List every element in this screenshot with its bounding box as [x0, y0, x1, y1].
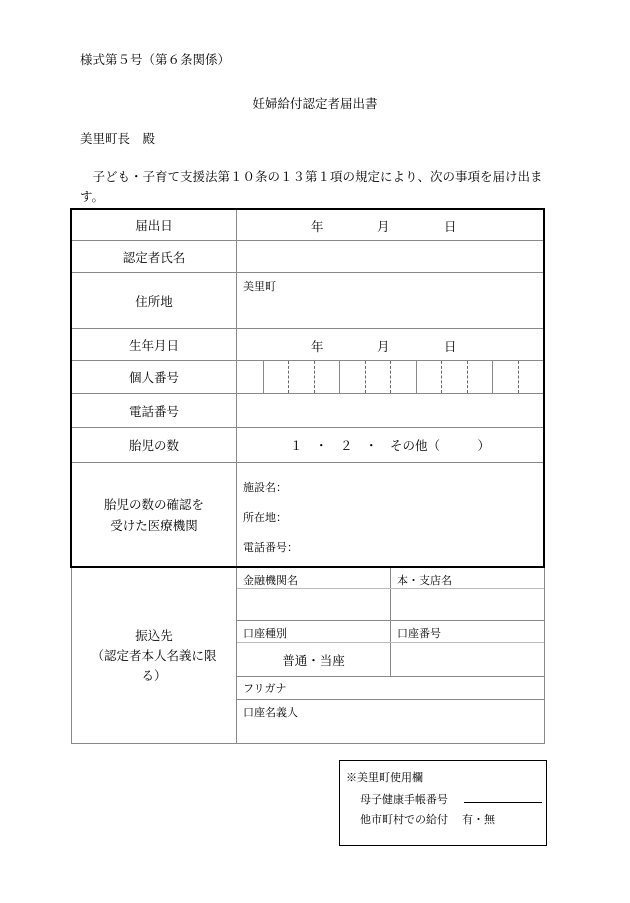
mynumber-field[interactable] [237, 361, 543, 393]
medical-institution-field[interactable] [237, 463, 543, 566]
institution-name-field[interactable] [237, 589, 390, 620]
birth-day-unit: 日 [444, 339, 457, 354]
furigana-field[interactable] [237, 677, 544, 699]
medical-institution-label [72, 463, 236, 566]
birth-year-unit: 年 [311, 339, 324, 354]
account-type-label: 口座種別 [243, 627, 287, 640]
form-number: 様式第５号（第６条関係） [80, 52, 231, 67]
branch-name-label: 本・支店名 [397, 574, 452, 587]
addressee: 美里町長 殿 [80, 131, 156, 146]
handbook-number-field[interactable] [464, 799, 542, 803]
address-prefill: 美里町 [243, 280, 276, 293]
facility-location-label: 所在地： [243, 511, 287, 524]
intro-text: 子ども・子育て支援法第１０条の１３第１項の規定により、次の事項を届け出ます。 [80, 169, 543, 204]
other-benefit-options[interactable]: 有・無 [462, 813, 495, 826]
medical-label-line1: 胎児の数の確認を [103, 496, 204, 512]
address-label: 住所地 [135, 293, 173, 309]
bank-label [72, 569, 236, 743]
institution-name-label: 金融機関名 [243, 574, 298, 587]
phone-field[interactable] [237, 394, 543, 427]
account-holder-label: 口座名義人 [243, 706, 298, 719]
branch-name-field[interactable] [391, 589, 544, 620]
name-field[interactable] [237, 241, 543, 272]
fetus-count-options[interactable]: １ ・ ２ ・ その他（ ） [289, 438, 490, 453]
bank-label-line2: （認定者本人名義に限 [91, 648, 217, 663]
birthdate-label: 生年月日 [128, 337, 179, 353]
facility-name-label: 施設名： [243, 481, 287, 494]
medical-label-line2: 受けた医療機関 [110, 517, 198, 533]
bank-label-line1: 振込先 [135, 628, 173, 643]
fetus-count-label: 胎児の数 [128, 438, 179, 453]
account-holder-field[interactable] [237, 700, 544, 743]
submission-date-field[interactable] [237, 210, 543, 240]
furigana-label: フリガナ [243, 682, 287, 695]
other-benefit-label: 他市町村での給付 [360, 813, 448, 826]
office-use-title: ※美里町使用欄 [346, 771, 423, 784]
birth-month-unit: 月 [377, 339, 390, 354]
account-number-field[interactable] [391, 643, 544, 676]
form-title: 妊婦給付認定者届出書 [252, 96, 378, 111]
phone-label: 電話番号 [128, 403, 179, 419]
bank-label-line3: る） [141, 668, 167, 683]
date-month-unit: 月 [377, 219, 390, 234]
name-label: 認定者氏名 [122, 249, 186, 265]
account-number-label: 口座番号 [397, 627, 441, 640]
handbook-number-label: 母子健康手帳番号 [360, 793, 448, 806]
facility-phone-label: 電話番号： [243, 541, 298, 554]
date-label: 届出日 [135, 218, 173, 233]
account-type-options[interactable]: 普通・当座 [282, 652, 345, 668]
mynumber-label: 個人番号 [128, 370, 179, 385]
office-use-box [339, 760, 547, 846]
date-year-unit: 年 [311, 219, 324, 234]
birthdate-field[interactable] [237, 329, 543, 360]
date-day-unit: 日 [444, 219, 457, 234]
address-field[interactable] [237, 273, 543, 328]
